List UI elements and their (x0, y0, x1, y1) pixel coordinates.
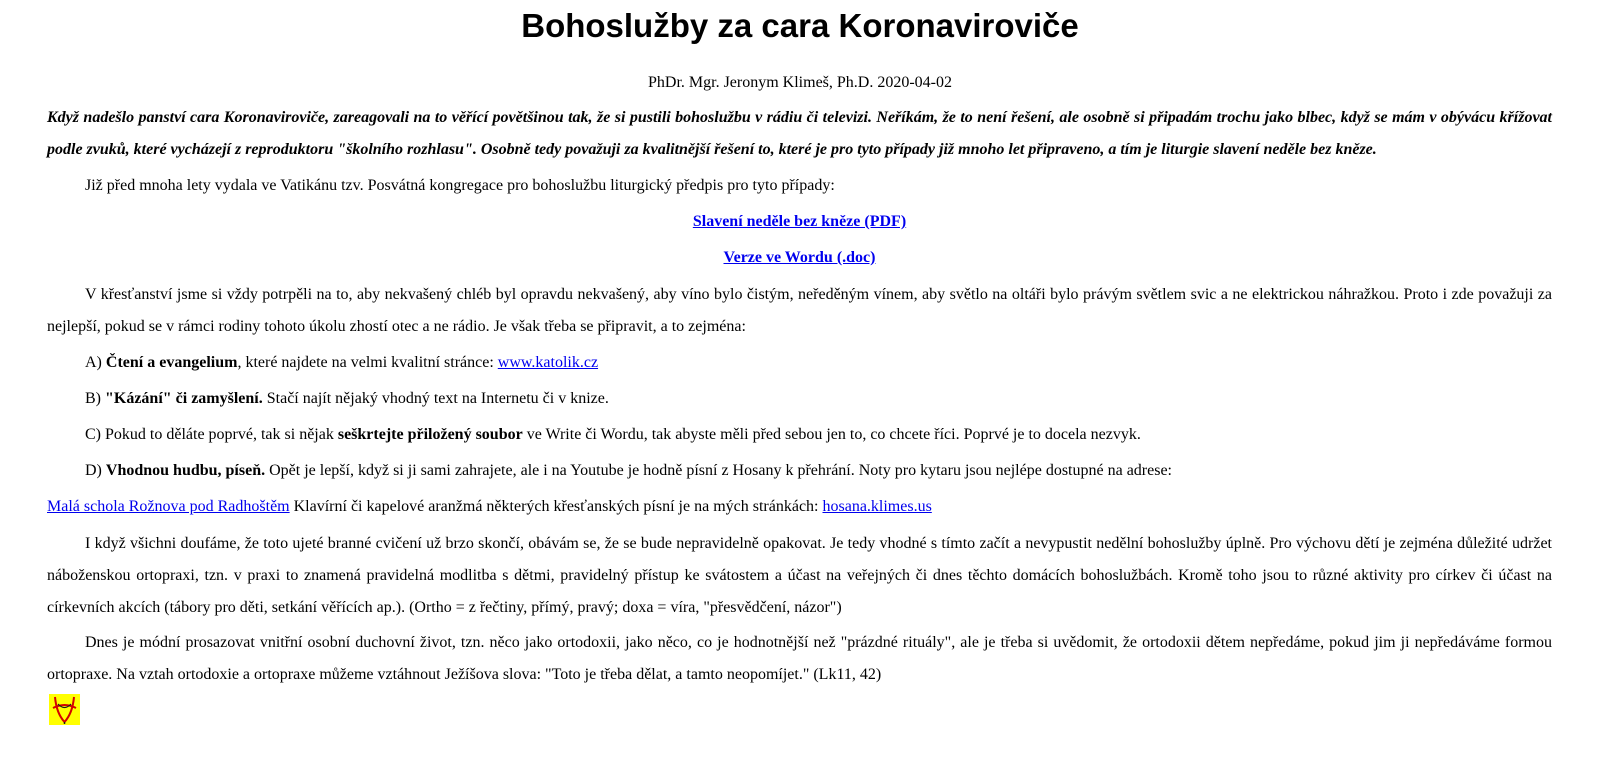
music-line-text: Klavírní či kapelové aranžmá některých křesťanských písní je na mých stránkách: (289, 498, 823, 515)
intro-paragraph: Již před mnoha lety vydala ve Vatikánu tzv. Posvátná kongregace pro bohoslužbu liturgický předpis pro tyto případy: (85, 177, 835, 194)
logo-graphic (49, 694, 80, 725)
item-c-prefix: C) Pokud to děláte poprvé, tak si nějak (85, 426, 338, 443)
pdf-link-row (47, 206, 1552, 238)
list-item-c (47, 419, 1552, 451)
item-c-bold: seškrtejte přiložený soubor (337, 426, 523, 443)
lead-paragraph: Když nadešlo panství cara Koronaviroviče, zareagovali na to věřící povětšinou tak, že si pustili bohoslužbu v rádiu či televizi. Neříkám, že to není řešení, ale osobně si připadám trochu jako blbec, když se mám v obývácu křížovat podle zvuků, které vycházejí z reproduktoru "školního rozhlasu". Osobně tedy považuji za kvalitnější řešení to, které je pro tyto případy již mnoho let připraveno, a tím je liturgie slavení neděle bez kněze. (47, 109, 1552, 158)
doc-link-row (47, 242, 1552, 274)
item-d-bold: Vhodnou hudbu, píseň. (105, 462, 266, 479)
hosana-link[interactable]: hosana.klimes.us (822, 498, 932, 515)
christianity-paragraph: V křesťanství jsme si vždy potrpěli na to, aby nekvašený chléb byl opravdu nekvašený, aby víno bylo čistým, neředěným vínem, aby světlo na oltáři bylo právým světlem svic a ne elektrickou náhražkou. Proto i zde považuji za nejlepší, pokud se v rámci rodiny tohoto úkolu zhostí otec a ne rádio. Je však třeba se připravit, a to zejména: (47, 286, 1552, 335)
today-paragraph: Dnes je módní prosazovat vnitřní osobní duchovní život, tzn. něco jako ortodoxii, jako něco, co je hodnotnější než "prázdné rituály", ale je třeba si uvědomit, že ortodoxii dětem nepředáme, pokud jim ji nepředáváme formou ortopraxe. Na vztah ortodoxie a ortopraxe můžeme vztáhnout Ježíšova slova: "Toto je třeba dělat, a tamto neopomíjet." (Lk11, 42) (47, 634, 1552, 683)
hope-paragraph: I když všichni doufáme, že toto ujeté branné cvičení už brzo skončí, obávám se, že se bude nepravidelně opakovat. Je tedy vhodné s tímto začít a nevypustit nedělní bohoslužby úplně. Pro výchovu dětí je zejména důležité udržet náboženskou ortopraxi, tzn. v praxi to znamená pravidelná modlitba s dětmi, pravidelný přístup ke svátostem a účast na veřejných či dnes těchto domácích bohoslužbách. Kromě toho jsou to různé aktivity pro církev či účast na církevních akcích (tábory pro děti, setkání věřících ap.). (Ortho = z řečtiny, přímý, pravý; doxa = víra, "přesvědčení, názor") (47, 535, 1552, 616)
music-line (47, 491, 1552, 523)
schola-link[interactable]: Malá schola Rožnova pod Radhoštěm (47, 498, 290, 515)
list-item-d (47, 455, 1552, 487)
doc-link[interactable]: Verze ve Wordu (.doc) (723, 249, 876, 266)
item-a-bold: Čtení a evangelium (105, 354, 238, 371)
item-b-text: Stačí najít nějaký vhodný text na Internetu či v knize. (262, 390, 609, 407)
item-b-bold: "Kázání" či zamyšlení. (105, 390, 263, 407)
item-a-prefix: A) (85, 354, 106, 371)
pdf-link[interactable]: Slavení neděle bez kněze (PDF) (692, 213, 907, 230)
page-title: Bohoslužby za cara Koronaviroviče (521, 7, 1079, 44)
heart-shield-logo-icon[interactable] (49, 694, 80, 725)
list-item-a (47, 347, 1552, 379)
item-d-text: Opět je lepší, když si ji sami zahrajete, ale i na Youtube je hodně písní z Hosany k přehrání. Noty pro kytaru jsou nejlépe dostupné na adrese: (265, 462, 1172, 479)
author-line: PhDr. Mgr. Jeronym Klimeš, Ph.D. 2020-04-02 (648, 74, 952, 91)
item-c-text: ve Write či Wordu, tak abyste měli před sebou jen to, co chcete říci. Poprvé je to docela nezvyk. (522, 426, 1141, 443)
item-d-prefix: D) (85, 462, 106, 479)
item-a-text: , které najdete na velmi kvalitní stránce: (237, 354, 498, 371)
item-b-prefix: B) (85, 390, 105, 407)
katolik-link[interactable]: www.katolik.cz (497, 354, 599, 371)
list-item-b (47, 383, 1552, 415)
